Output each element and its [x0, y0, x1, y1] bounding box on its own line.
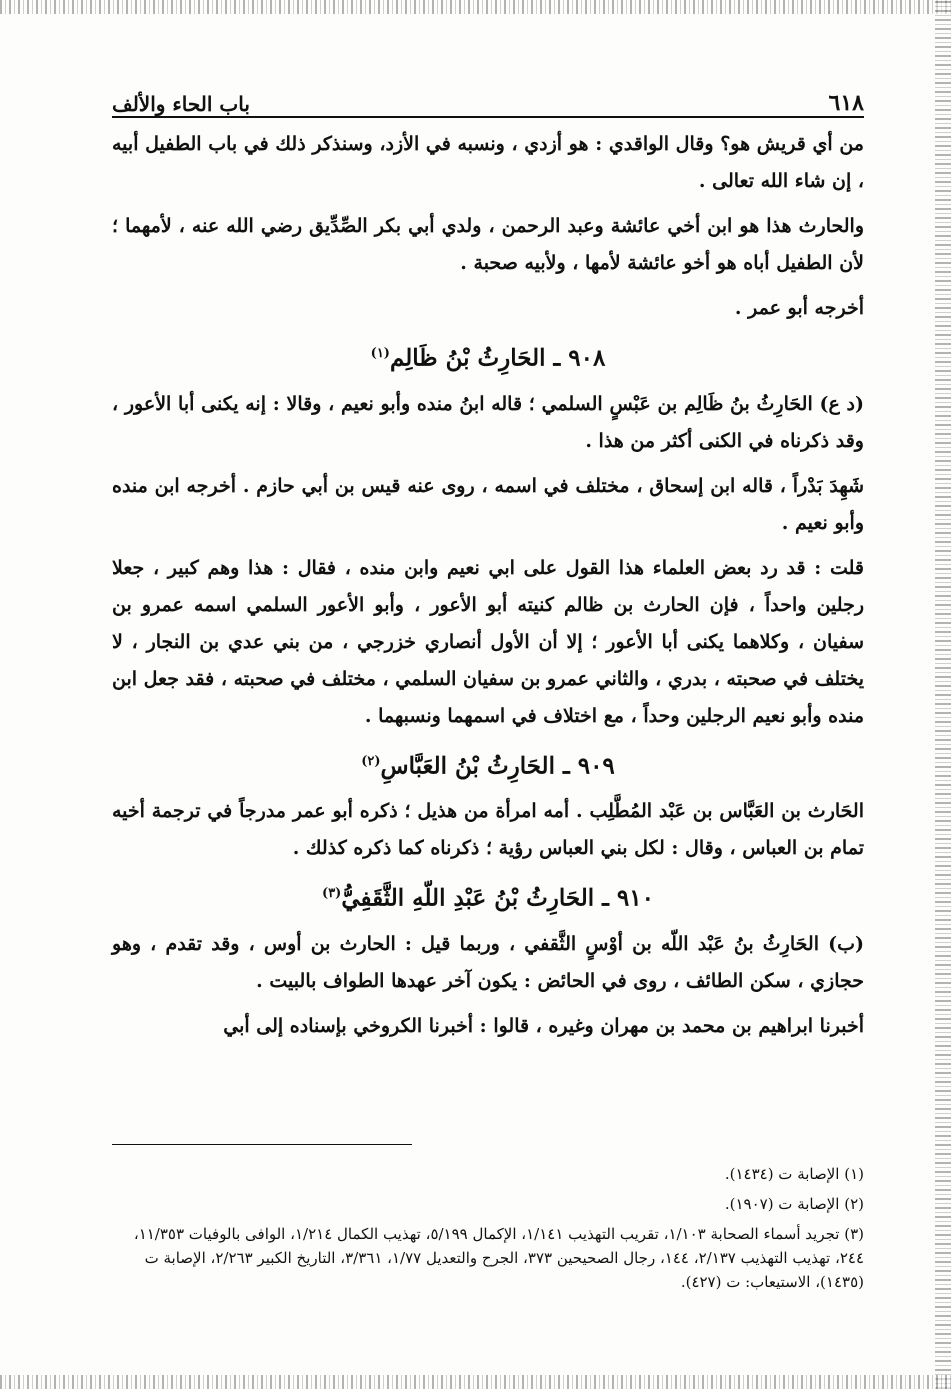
decorative-border-bottom — [0, 1375, 951, 1389]
paragraph: (د ع) الحَارِثُ بنُ ظَالِم بن عَبْسٍ السلمي ؛ قاله ابنُ منده وأبو نعيم ، وقالا : إنه يكنى أبا الأعور ، وقد ذكرناه في الكنى أكثر من هذا . — [112, 392, 864, 452]
footnote-ref: (٢) — [361, 753, 381, 769]
page-number: ٦١٨ — [828, 90, 864, 116]
book-page — [112, 82, 864, 1053]
main-text — [112, 126, 864, 1045]
entry-heading-text: ٩١٠ ـ الحَارِثُ بْنُ عَبْدِ اللّهِ الثَّقَفِيُّ — [341, 884, 654, 912]
paragraph: أخبرنا ابراهيم بن محمد بن مهران وغيره ، قالوا : أخبرنا الكروخي بإسناده إلى أبي — [223, 1014, 864, 1037]
footnote: (١) الإصابة ت (١٤٣٤). — [724, 1165, 864, 1183]
page-header — [112, 82, 864, 118]
decorative-border-top — [0, 0, 951, 14]
paragraph: الحَارث بن العَبَّاس بن عَبْد المُطَّلِب . أمه امرأة من هذيل ؛ ذكره أبو عمر مدرجاً في ترجمة أخيه تمام بن العباس ، وقال : لكل بني العباس رؤية ؛ ذكرناه كما ذكره كذلك . — [112, 800, 864, 860]
entry-heading-text: ٩٠٩ ـ الحَارِثُ بْنُ العَبَّاسِ — [380, 752, 615, 780]
footnote-ref: (١) — [370, 346, 390, 361]
entry-heading-text: ٩٠٨ ـ الحَارِثُ بْنُ ظَالِم — [389, 344, 606, 372]
paragraph: قلت : قد رد بعض العلماء هذا القول على ابي نعيم وابن منده ، فقال : هذا وهم كبير ، جعلا رجلين واحداً ، فإن الحارث بن ظالم كنيته أبو الأعور ، وأبو الأعور السلمي اسمه عمرو بن سفيان ، وكلاهما يكنى أبا الأعور ؛ إلا أن الأول أنصاري خزرجي ، من بني عدي بن النجار ، لا يختلف في صحبته ، بدري ، والثاني عمرو بن سفيان السلمي ، مختلف في صحبته ، فقد جعل ابن منده وأبو نعيم الرجلين وحداً ، مع اختلاف في اسمهما ونسبهما . — [112, 556, 864, 727]
entry-heading-908 — [112, 337, 864, 376]
paragraph: (ب) الحَارِثُ بنُ عَبْد اللّه بن أوْسٍ الثَّقفي ، وربما قيل : الحارث بن أوس ، وقد تقدم ، وهو حجازي ، سكن الطائف ، روى في الحائض : يكون آخر عهدها الطواف بالبيت . — [112, 932, 864, 992]
footnote: (٢) الإصابة ت (١٩٠٧). — [724, 1195, 864, 1213]
entry-heading-909 — [112, 745, 864, 784]
running-title: باب الحاء والألف — [112, 92, 250, 116]
footnote-rule — [112, 1144, 412, 1145]
entry-heading-910 — [112, 877, 864, 916]
paragraph: والحارث هذا هو ابن أخي عائشة وعبد الرحمن ، ولدي أبي بكر الصِّدِّيق رضي الله عنه ، لأمهما ؛ لأن الطفيل أباه هو أخو عائشة لأمها ، ولأبيه صحبة . — [112, 215, 864, 274]
footnote: (٣) تجريد أسماء الصحابة ١/١٠٣، تقريب التهذيب ١/١٤١، الإكمال ٥/١٩٩، تهذيب الكمال ١/٢١٤، الوافى بالوفيات ١١/٣٥٣، ٢٤٤، تهذيب التهذيب ٢/١٣٧، ١٤٤، رجال الصحيحين ٣٧٣، الجرح والتعديل ١/٧٧، ٣/٣٦١، التاريخ الكبير ٢/٢٦٣، الإصابة ت (١٤٣٥)، الاستيعاب: ت (٤٢٧). — [133, 1225, 864, 1291]
paragraph: شَهِدَ بَدْراً ، قاله ابن إسحاق ، مختلف في اسمه ، روى عنه قيس بن أبي حازم . أخرجه ابن منده وأبو نعيم . — [112, 474, 864, 534]
footnotes — [112, 1162, 864, 1300]
decorative-border-right — [935, 0, 951, 1389]
paragraph: أخرجه أبو عمر . — [734, 297, 864, 319]
paragraph: من أي قريش هو؟ وقال الواقدي : هو أزدي ، ونسبه في الأزد، وسنذكر ذلك في باب الطفيل أبيه ، إن شاء الله تعالى . — [112, 133, 864, 192]
footnote-ref: (٣) — [322, 886, 342, 902]
